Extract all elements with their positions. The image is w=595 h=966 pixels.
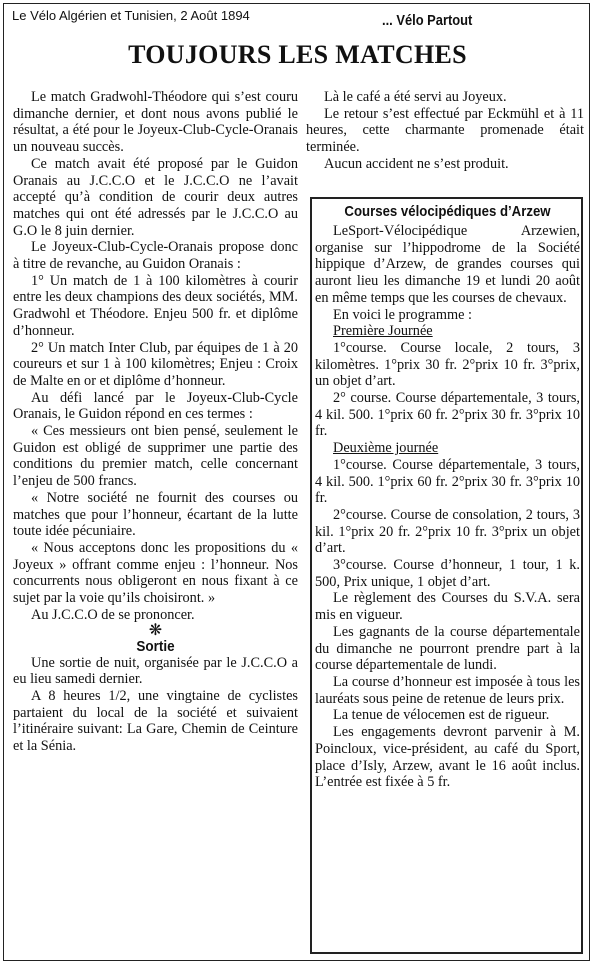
paragraph: Au J.C.C.O de se prononcer.: [31, 606, 195, 623]
paragraph: « Nous acceptons donc les propositions du « Joyeux » offrant comme enjeu : l’honneur. Nos concurrents nous obligeront en nous fixant à ce sujet par la voie qu’ils choisiront. »: [13, 539, 298, 607]
day2-label: Deuxième journée: [333, 440, 439, 457]
paragraph: Ce match avait été proposé par le Guidon Oranais au J.C.C.O et le J.C.C.O ne l’avait accepté qu’à condition de courir deux autres matches qui ont été adressés par le J.C.C.O au G.O le 8 juin dernier.: [13, 155, 298, 239]
source-line: Le Vélo Algérien et Tunisien, 2 Août 1894: [12, 8, 250, 23]
paragraph: Le Joyeux-Club-Cycle-Oranais propose donc à titre de revanche, au Guidon Oranais :: [13, 239, 298, 273]
paragraph: Une sortie de nuit, organisée par le J.C.C.O a eu lieu samedi dernier.: [13, 654, 298, 688]
paragraph: Le règlement des Courses du S.V.A. sera mis en vigueur.: [315, 590, 580, 624]
paragraph: « Notre société ne fournit des courses ou matches que pour l’honneur, écartant de la lutte toute idée pécuniaire.: [13, 489, 298, 540]
paragraph: Les engagements devront parvenir à M. Poincloux, vice-président, au café du Sport, place d’Isly, Arzew, avant le 16 août inclus. L’entrée est fixée à 5 fr.: [315, 724, 580, 791]
paragraph: « Ces messieurs ont bien pensé, seulement le Guidon est obligé de supprimer une partie des conditions du premier match, celle concernant l’enjeu de 500 francs.: [13, 423, 298, 490]
ornament-icon: ❋: [148, 621, 163, 639]
rubric-title: ... Vélo Partout: [382, 12, 473, 29]
paragraph: Là le café a été servi au Joyeux.: [324, 89, 507, 105]
paragraph: En voici le programme :: [333, 306, 472, 323]
paragraph: LeSport-Vélocipédique Arzewien, organise sur l’hippodrome de la Société hippique d’Arzew, de grandes courses qui auront lieu les dimanche 19 et lundi 20 août en même temps que les courses de chevaux.: [315, 223, 580, 306]
article-title: TOUJOURS LES MATCHES: [128, 40, 467, 69]
paragraph: Le match Gradwohl-Théodore qui s’est couru dimanche dernier, et dont nous avons publié le résultat, a été pour le Joyeux-Club-Cycle-Oranais un nouveau succès.: [13, 89, 298, 156]
arzew-box: [315, 203, 580, 791]
paragraph: Les gagnants de la course départementale du dimanche ne pourront prendre part à la course départementale de lundi.: [315, 623, 580, 674]
paragraph: 3°course. Course d’honneur, 1 tour, 1 k. 500, Prix unique, 1 objet d’art.: [315, 557, 580, 590]
paragraph: 1° Un match de 1 à 100 kilomètres à courir entre les deux champions des deux sociétés, MM. Gradwohl et Théodore. Enjeu 500 fr. et diplôme d’honneur.: [13, 272, 298, 339]
paragraph: Au défi lancé par le Joyeux-Club-Cycle Oranais, le Guidon répond en ces termes :: [13, 389, 298, 423]
paragraph: Aucun accident ne s’est produit.: [324, 155, 509, 172]
paragraph: 2° Un match Inter Club, par équipes de 1 à 20 coureurs et sur 1 à 100 kilomètres; Enjeu : Croix de Malte en or et diplôme d’honneur.: [13, 339, 298, 389]
paragraph: La tenue de vélocemen est de rigueur.: [333, 707, 550, 724]
paragraph: 2°course. Course de consolation, 2 tours, 3 kil. 1°prix 20 fr. 2°prix 10 fr. 3°prix un objet d’art.: [315, 506, 580, 557]
paragraph: 1°course. Course locale, 2 tours, 3 kilomètres. 1°prix 30 fr. 2°prix 10 fr. 3°prix, un objet d’art.: [315, 339, 580, 390]
sortie-heading: Sortie: [136, 637, 175, 655]
paragraph: Le retour s’est effectué par Eckmühl et à 11 heures, cette charmante promenade était terminée.: [306, 105, 584, 156]
left-column: [13, 89, 298, 755]
paragraph: 1°course. Course départementale, 3 tours, 4 kil. 500. 1°prix 60 fr. 2°prix 30 fr. 3°prix 10 fr.: [315, 456, 580, 507]
paragraph: A 8 heures 1/2, une vingtaine de cyclistes partaient du local de la société et suivaient l’itinéraire suivant: La Gare, Chemin de Ceinture et la Sénia.: [13, 687, 298, 755]
day1-label: Première Journée: [333, 323, 433, 340]
paragraph: La course d’honneur est imposée à tous les lauréats sous peine de retenue de leurs prix.: [315, 673, 580, 707]
right-column-top: [306, 89, 584, 173]
box-title: Courses vélocipédiques d’Arzew: [344, 203, 551, 220]
paragraph: 2° course. Course départementale, 3 tours, 4 kil. 500. 1°prix 60 fr. 2°prix 30 fr. 3°prix 10 fr.: [315, 390, 580, 440]
